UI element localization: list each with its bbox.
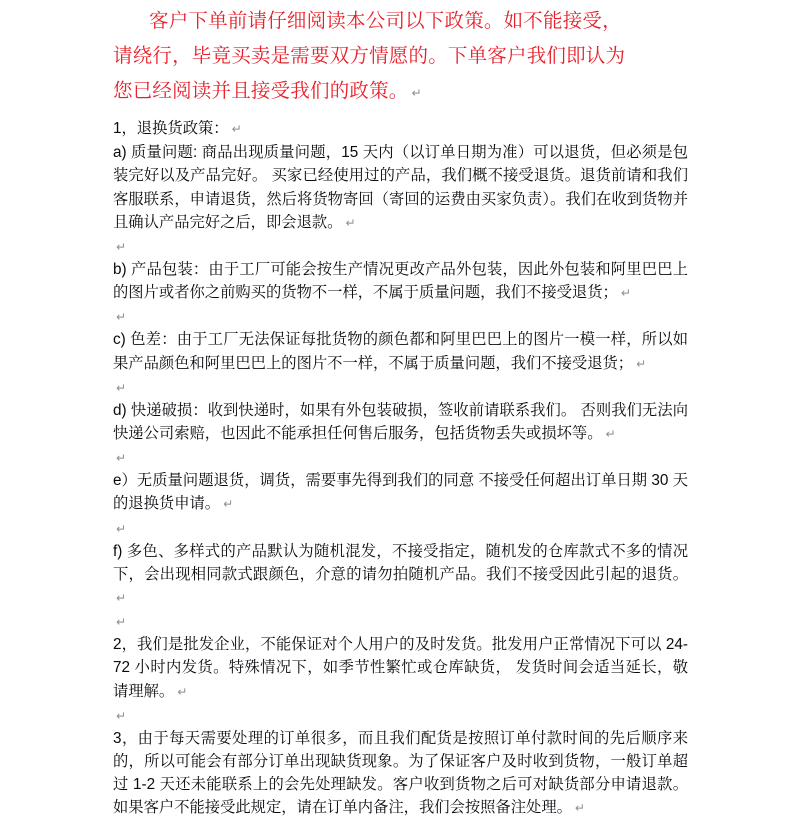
spacer-line [113,517,688,540]
section-3 [113,727,688,821]
return-mark-icon: ↵ [116,615,127,630]
spacer-line [113,376,688,399]
clause-c [113,328,688,375]
return-mark-icon: ↵ [116,240,127,255]
spacer-line [113,235,688,258]
spacer-line [113,610,688,633]
return-mark-icon: ↵ [411,86,422,100]
notice-line-1: 客户下单前请仔细阅读本公司以下政策。如不能接受， [149,11,622,32]
clause-a-text: a) 质量问题: 商品出现质量问题，15 天内（以订单日期为准）可以退货，但必须是包装完好以及产品完好。 买家已经使用过的产品，我们概不接受退货。退货前请和我们客服联系，申请退货，然后将货物寄回（寄回的运费由买家负责）。我们在收到货物并且确认产品完好之后，即会退款。 [113,144,688,231]
clause-d-text: d) 快递破损：收到快递时，如果有外包装破损，签收前请联系我们。 否则我们无法向快递公司索赔，也因此不能承担任何售后服务，包括货物丢失或损坏等。 [113,401,688,443]
return-mark-icon: ↵ [231,122,242,136]
section-3-text: 3，由于每天需要处理的订单很多，而且我们配货是按照订单付款时间的先后顺序来的，所以可能会有部分订单出现缺货现象。为了保证客户及时收到货物，一般订单超过 1-2 天还未能联系上的会先处理缺发。客户收到货物之后可对缺货部分申请退款。 如果客户不能接受此规定，请在订单内备注，我们会按照备注处理。 [113,729,688,817]
section-2 [113,633,688,704]
notice-line-3-text: 您已经阅读并且接受我们的政策。 [113,81,409,102]
spacer-line [113,704,688,727]
return-mark-icon: ↵ [223,497,234,512]
section-2-text: 2，我们是批发企业，不能保证对个人用户的及时发货。批发用户正常情况下可以 24-72 小时内发货。特殊情况下，如季节性繁忙或仓库缺货， 发货时间会适当延长，敬请理解。 [113,636,688,700]
document-body [113,4,688,821]
clause-c-text: c) 色差：由于工厂无法保证每批货物的颜色都和阿里巴巴上的图片一模一样，所以如果产品颜色和阿里巴巴上的图片不一样，不属于质量问题，我们不接受退货； [113,331,688,372]
return-mark-icon: ↵ [636,356,647,371]
spacer-line [113,446,688,469]
notice-line-3 [113,74,688,111]
clause-b-text: b) 产品包装：由于工厂可能会按生产情况更改产品外包装，因此外包装和阿里巴巴上的图片或者你之前购买的货物不一样，不属于质量问题，我们不接受退货； [113,261,688,302]
notice-line-2: 请绕行，毕竟买卖是需要双方情愿的。下单客户我们即认为 [113,46,626,67]
clause-e [113,469,688,516]
return-mark-icon: ↵ [116,380,127,395]
spacer-line [113,305,688,328]
return-mark-icon: ↵ [345,215,356,230]
return-mark-icon: ↵ [116,591,127,606]
return-mark-icon: ↵ [116,310,127,325]
clause-f-text: f) 多色、多样式的产品默认为随机混发，不接受指定，随机发的仓库款式不多的情况下，会出现相同款式跟颜色，介意的请勿拍随机产品。我们不接受因此引起的退货。 [113,542,688,583]
return-mark-icon: ↵ [177,684,188,699]
clause-a [113,141,688,235]
clause-f [113,540,688,611]
return-mark-icon: ↵ [620,286,631,301]
return-mark-icon: ↵ [116,708,127,723]
return-mark-icon: ↵ [116,521,127,536]
clause-e-text: e）无质量问题退货，调货，需要事先得到我们的同意 不接受任何超出订单日期 30 天的退换货申请。 [113,472,688,513]
section-1-heading [113,117,688,141]
clause-d [113,399,688,446]
section-1-heading-text: 1，退换货政策： [113,120,229,137]
policy-notice-header [113,4,688,111]
return-mark-icon: ↵ [116,451,127,466]
return-mark-icon: ↵ [605,427,616,442]
clause-b [113,258,688,305]
return-mark-icon: ↵ [574,801,585,816]
